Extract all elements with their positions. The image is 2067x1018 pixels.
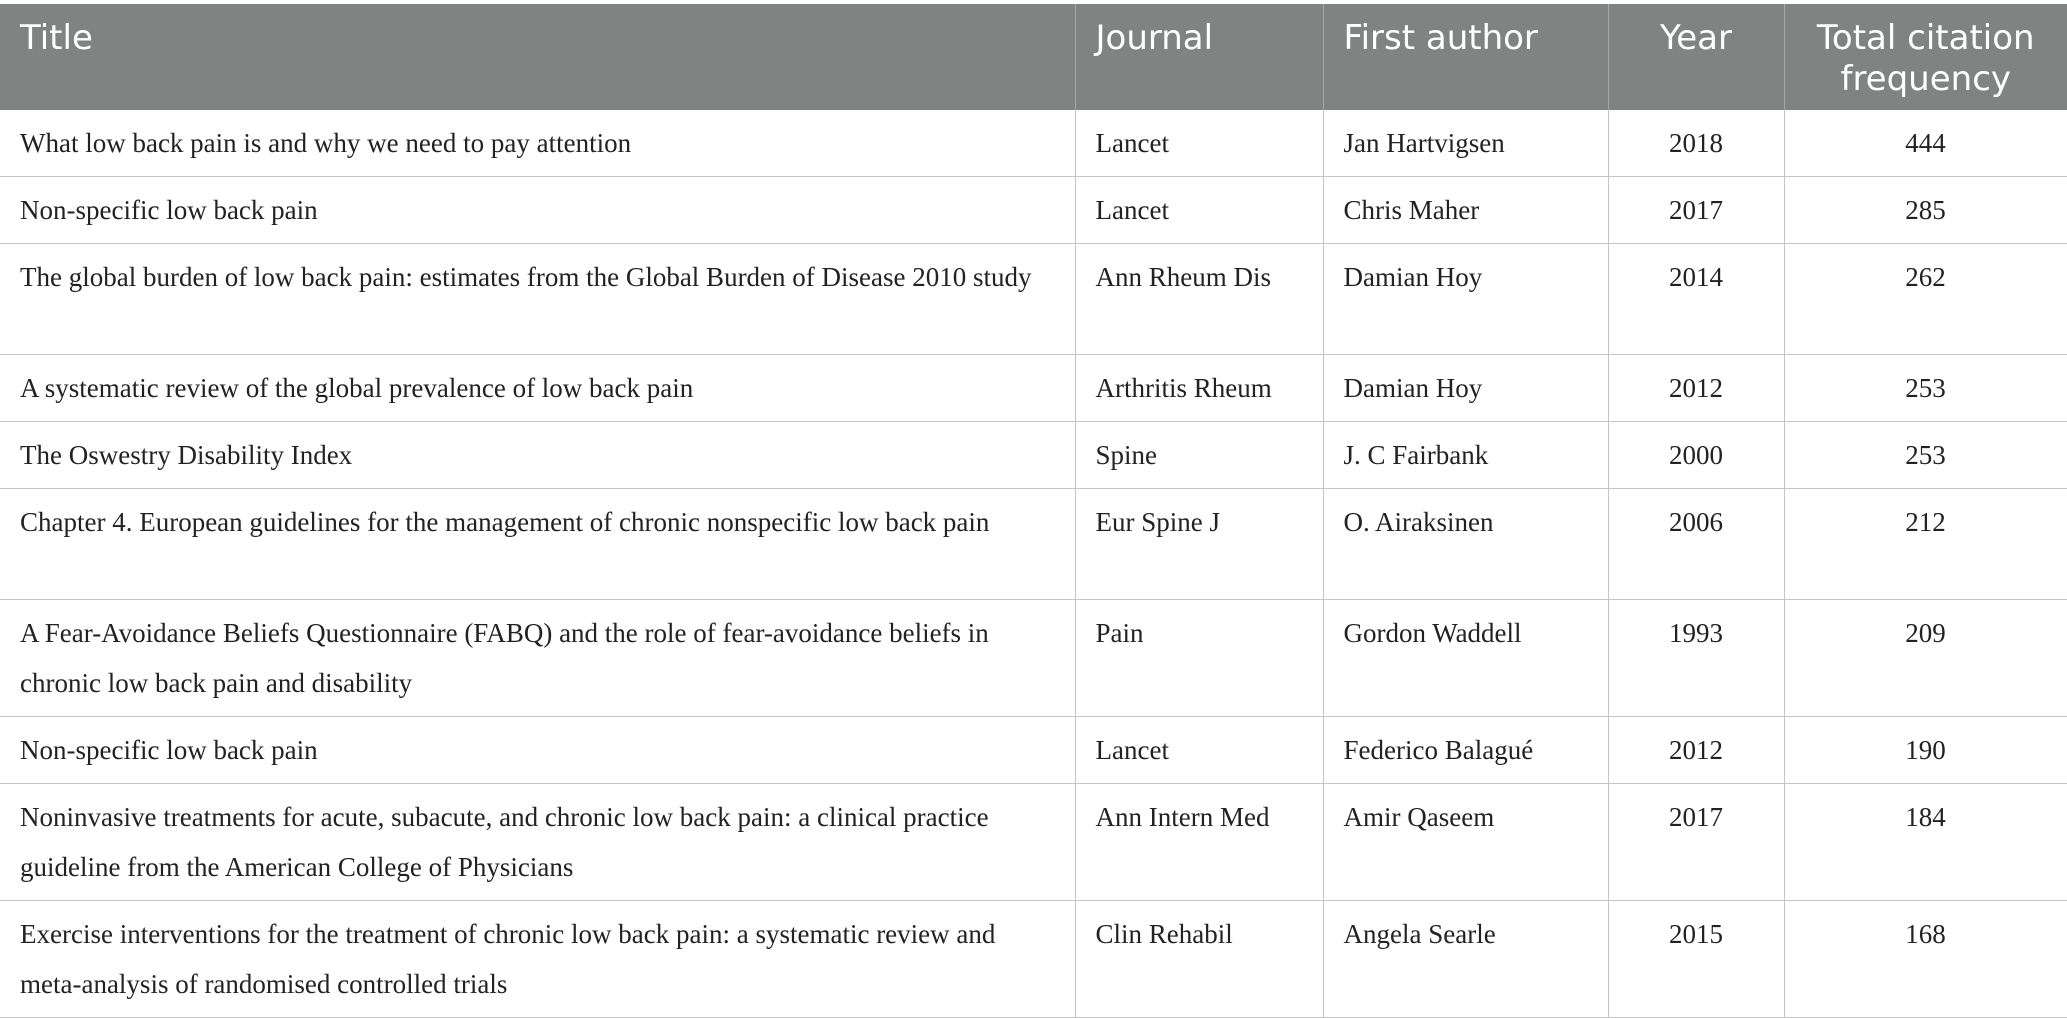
table-body — [0, 110, 2067, 1018]
cell-journal: Arthritis Rheum — [1075, 355, 1323, 422]
cell-year: 2017 — [1608, 784, 1784, 901]
header-citations: Total citation frequency — [1784, 4, 2067, 110]
cell-journal: Ann Intern Med — [1075, 784, 1323, 901]
cell-first-author: Damian Hoy — [1323, 244, 1608, 355]
cell-journal: Ann Rheum Dis — [1075, 244, 1323, 355]
table-row — [0, 901, 2067, 1018]
table-row — [0, 110, 2067, 177]
cell-journal: Clin Rehabil — [1075, 901, 1323, 1018]
cell-title: Non-specific low back pain — [0, 177, 1075, 244]
cell-first-author: Damian Hoy — [1323, 355, 1608, 422]
cell-year: 2012 — [1608, 717, 1784, 784]
citation-table-container — [0, 4, 2067, 1018]
cell-citations: 253 — [1784, 355, 2067, 422]
cell-journal: Spine — [1075, 422, 1323, 489]
cell-citations: 184 — [1784, 784, 2067, 901]
table-row — [0, 244, 2067, 355]
table-row — [0, 600, 2067, 717]
cell-first-author: Gordon Waddell — [1323, 600, 1608, 717]
cell-title: Chapter 4. European guidelines for the management of chronic nonspecific low back pain — [0, 489, 1075, 600]
header-year: Year — [1608, 4, 1784, 110]
cell-title: What low back pain is and why we need to pay attention — [0, 110, 1075, 177]
cell-title: Noninvasive treatments for acute, subacute, and chronic low back pain: a clinical practice guideline from the American College of Physicians — [0, 784, 1075, 901]
cell-citations: 168 — [1784, 901, 2067, 1018]
cell-year: 2018 — [1608, 110, 1784, 177]
cell-citations: 212 — [1784, 489, 2067, 600]
cell-year: 2015 — [1608, 901, 1784, 1018]
cell-first-author: Amir Qaseem — [1323, 784, 1608, 901]
cell-year: 2017 — [1608, 177, 1784, 244]
table-row — [0, 177, 2067, 244]
cell-year: 2012 — [1608, 355, 1784, 422]
cell-journal: Lancet — [1075, 717, 1323, 784]
cell-year: 1993 — [1608, 600, 1784, 717]
cell-journal: Eur Spine J — [1075, 489, 1323, 600]
citation-table — [0, 4, 2067, 1018]
cell-year: 2000 — [1608, 422, 1784, 489]
cell-journal: Lancet — [1075, 110, 1323, 177]
header-journal: Journal — [1075, 4, 1323, 110]
cell-first-author: Federico Balagué — [1323, 717, 1608, 784]
cell-title: Exercise interventions for the treatment of chronic low back pain: a systematic review and meta-analysis of randomised controlled trials — [0, 901, 1075, 1018]
cell-title: The Oswestry Disability Index — [0, 422, 1075, 489]
cell-first-author: J. C Fairbank — [1323, 422, 1608, 489]
cell-citations: 209 — [1784, 600, 2067, 717]
cell-title: A Fear-Avoidance Beliefs Questionnaire (FABQ) and the role of fear-avoidance beliefs in chronic low back pain and disability — [0, 600, 1075, 717]
cell-journal: Lancet — [1075, 177, 1323, 244]
cell-year: 2014 — [1608, 244, 1784, 355]
header-row — [0, 4, 2067, 110]
table-row — [0, 355, 2067, 422]
cell-journal: Pain — [1075, 600, 1323, 717]
cell-citations: 444 — [1784, 110, 2067, 177]
table-row — [0, 717, 2067, 784]
cell-citations: 253 — [1784, 422, 2067, 489]
table-row — [0, 784, 2067, 901]
cell-year: 2006 — [1608, 489, 1784, 600]
header-first-author: First author — [1323, 4, 1608, 110]
table-row — [0, 489, 2067, 600]
cell-title: A systematic review of the global prevalence of low back pain — [0, 355, 1075, 422]
table-row — [0, 422, 2067, 489]
cell-title: Non-specific low back pain — [0, 717, 1075, 784]
cell-citations: 285 — [1784, 177, 2067, 244]
cell-title: The global burden of low back pain: estimates from the Global Burden of Disease 2010 study — [0, 244, 1075, 355]
cell-citations: 190 — [1784, 717, 2067, 784]
cell-citations: 262 — [1784, 244, 2067, 355]
table-header — [0, 4, 2067, 110]
cell-first-author: O. Airaksinen — [1323, 489, 1608, 600]
header-title: Title — [0, 4, 1075, 110]
cell-first-author: Chris Maher — [1323, 177, 1608, 244]
cell-first-author: Angela Searle — [1323, 901, 1608, 1018]
cell-first-author: Jan Hartvigsen — [1323, 110, 1608, 177]
